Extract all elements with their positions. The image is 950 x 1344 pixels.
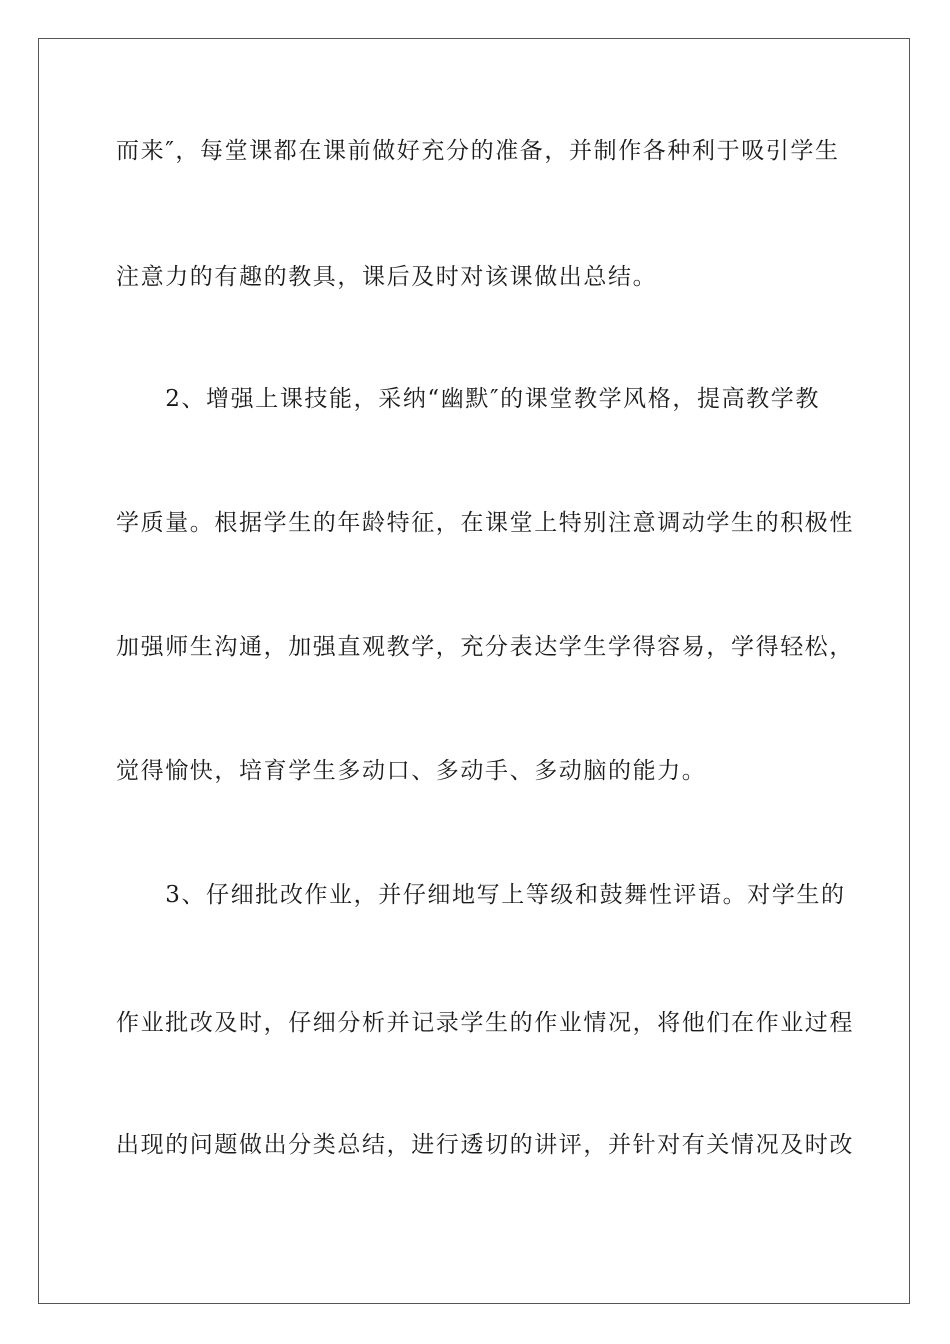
paragraph-start-line: 2、增强上课技能，采纳“幽默″的课堂教学风格，提高教学教 [116,386,820,412]
text-line: 而来″，每堂课都在课前做好充分的准备，并制作各种利于吸引学生 [116,138,840,164]
text-line: 注意力的有趣的教具，课后及时对该课做出总结。 [116,264,658,290]
text-line: 出现的问题做出分类总结，进行透切的讲评，并针对有关情况及时改 [116,1132,854,1158]
paragraph-start-line: 3、仔细批改作业，并仔细地写上等级和鼓舞性评语。对学生的 [116,882,846,908]
text-line: 学质量。根据学生的年龄特征，在课堂上特别注意调动学生的积极性 [116,510,854,536]
text-line: 觉得愉快，培育学生多动口、多动手、多动脑的能力。 [116,758,707,784]
page-border [38,38,910,1304]
text-line: 加强师生沟通，加强直观教学，充分表达学生学得容易，学得轻松， [116,634,854,660]
text-line: 作业批改及时，仔细分析并记录学生的作业情况，将他们在作业过程 [116,1010,854,1036]
